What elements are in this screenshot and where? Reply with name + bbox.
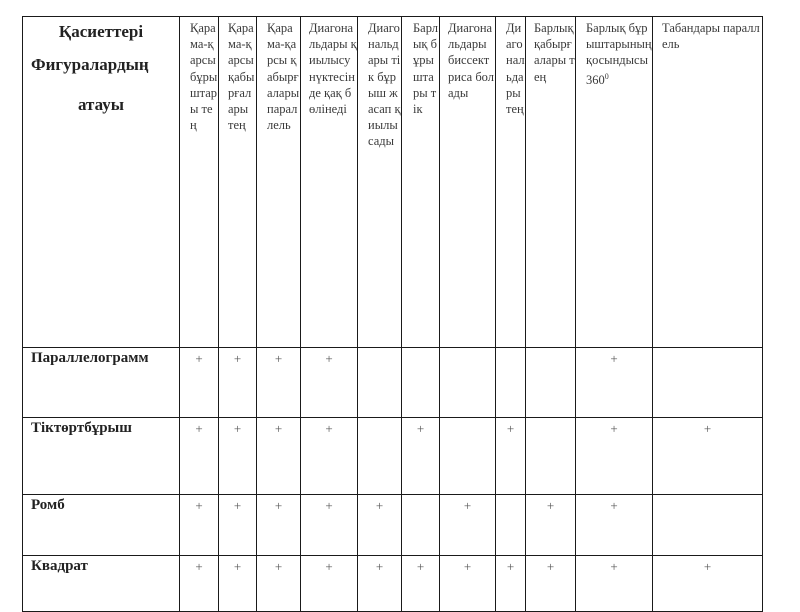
header-row xyxy=(23,17,763,348)
property-cell: + xyxy=(219,495,257,556)
column-header: Қарама-қарсы бұрыштары тең xyxy=(180,17,219,348)
figure-row xyxy=(23,348,763,418)
property-cell xyxy=(496,495,526,556)
property-cell: + xyxy=(576,418,653,495)
property-cell: + xyxy=(440,495,496,556)
property-cell: + xyxy=(402,556,440,612)
property-cell: + xyxy=(653,556,763,612)
column-header: Диагональдары биссектриса болады xyxy=(440,17,496,348)
property-cell: + xyxy=(526,556,576,612)
column-header: Диагональдары тік бұрыш жасап қиылысады xyxy=(358,17,402,348)
property-cell: + xyxy=(440,556,496,612)
property-cell: + xyxy=(301,418,358,495)
property-cell: + xyxy=(180,418,219,495)
figures-label-line2: атауы xyxy=(77,95,125,114)
property-cell: + xyxy=(180,495,219,556)
properties-label: Қасиеттері xyxy=(58,22,144,41)
figure-row xyxy=(23,418,763,495)
figures-label-line1: Фигуралардың xyxy=(31,55,149,74)
corner-header-cell xyxy=(23,17,180,348)
property-cell: + xyxy=(180,348,219,418)
property-cell: + xyxy=(219,418,257,495)
property-cell: + xyxy=(301,556,358,612)
property-cell: + xyxy=(257,495,301,556)
property-cell: + xyxy=(576,495,653,556)
column-header: Барлық бұрыштары тік xyxy=(402,17,440,348)
property-cell: + xyxy=(219,348,257,418)
column-header: Қарама-қарсы қабырғалары тең xyxy=(219,17,257,348)
property-cell: + xyxy=(301,348,358,418)
property-cell xyxy=(358,348,402,418)
column-header: Барлық қабырғалары тең xyxy=(526,17,576,348)
property-cell xyxy=(402,348,440,418)
column-header-sum-angles: Барлық бұрыштарының қосындысы $360^0$ xyxy=(576,17,653,348)
property-cell xyxy=(653,348,763,418)
property-cell: + xyxy=(358,495,402,556)
column-header: Диагональдары тең xyxy=(496,17,526,348)
figure-name: Квадрат xyxy=(23,556,180,612)
property-cell: + xyxy=(257,348,301,418)
properties-table xyxy=(22,16,763,612)
property-cell xyxy=(440,418,496,495)
property-cell xyxy=(358,418,402,495)
property-cell: + xyxy=(219,556,257,612)
figure-name: Параллелограмм xyxy=(23,348,180,418)
property-cell: + xyxy=(576,556,653,612)
property-cell: + xyxy=(496,418,526,495)
property-cell xyxy=(402,495,440,556)
property-cell: + xyxy=(257,418,301,495)
property-cell xyxy=(526,348,576,418)
property-cell xyxy=(440,348,496,418)
column-header: Табандары параллель xyxy=(653,17,763,348)
property-cell xyxy=(653,495,763,556)
figure-name: Тіктөртбұрыш xyxy=(23,418,180,495)
figure-rows xyxy=(23,348,763,612)
property-cell: + xyxy=(496,556,526,612)
figure-row xyxy=(23,556,763,612)
property-cell: + xyxy=(358,556,402,612)
property-cell: + xyxy=(526,495,576,556)
property-cell xyxy=(496,348,526,418)
column-header: Диагональдары қиылысу нүктесінде қақ бөлінеді xyxy=(301,17,358,348)
property-cell: + xyxy=(180,556,219,612)
property-cell: + xyxy=(402,418,440,495)
property-cell: + xyxy=(257,556,301,612)
property-cell xyxy=(526,418,576,495)
figure-name: Ромб xyxy=(23,495,180,556)
property-cell: + xyxy=(576,348,653,418)
property-cell: + xyxy=(301,495,358,556)
column-header: Қарама-қарсы қабырғалары параллель xyxy=(257,17,301,348)
figure-row xyxy=(23,495,763,556)
property-cell: + xyxy=(653,418,763,495)
degree-superscript: 0 xyxy=(604,71,609,81)
